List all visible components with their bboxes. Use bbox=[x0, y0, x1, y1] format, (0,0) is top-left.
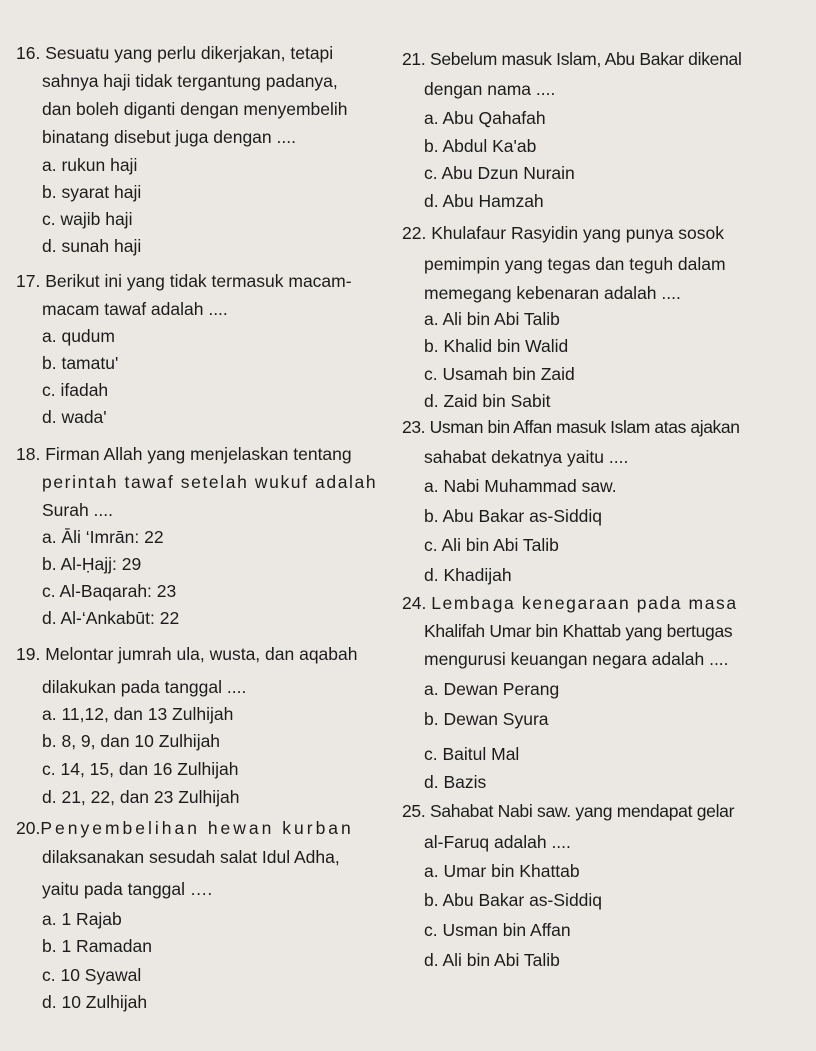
question-24-line-1: 24. Lembaga kenegaraan pada masa bbox=[402, 593, 738, 613]
question-25-line-1: 25. Sahabat Nabi saw. yang mendapat gelar bbox=[402, 801, 735, 821]
option-a: a. Ali bin Abi Talib bbox=[424, 309, 560, 329]
question-17-line-1: 17. Berikut ini yang tidak termasuk macam- bbox=[16, 271, 352, 291]
option-b: b. 8, 9, dan 10 Zulhijah bbox=[42, 731, 221, 751]
option-b: b. 1 Ramadan bbox=[42, 936, 152, 956]
option-c: c. ifadah bbox=[42, 380, 109, 400]
question-21-line-1: 21. Sebelum masuk Islam, Abu Bakar dikenal bbox=[402, 49, 742, 69]
option-b: b. Khalid bin Walid bbox=[424, 336, 569, 356]
question-23-line-2: sahabat dekatnya yaitu .... bbox=[424, 447, 629, 467]
option-b: b. Abu Bakar as-Siddiq bbox=[424, 890, 603, 910]
option-d: d. wada' bbox=[42, 407, 107, 427]
option-a: a. rukun haji bbox=[42, 155, 138, 175]
question-21-line-2: dengan nama .... bbox=[424, 79, 556, 99]
option-d: d. Al-‘Ankabūt: 22 bbox=[42, 608, 180, 628]
question-17-line-2: macam tawaf adalah .... bbox=[42, 299, 228, 319]
question-20-line-1: 20.Penyembelihan hewan kurban bbox=[16, 818, 354, 838]
option-c: c. Abu Dzun Nurain bbox=[424, 163, 575, 183]
option-d: d. Khadijah bbox=[424, 565, 512, 585]
question-number: 23. bbox=[402, 417, 426, 437]
option-a: a. Umar bin Khattab bbox=[424, 861, 580, 881]
question-number: 24. bbox=[402, 593, 427, 613]
option-a: a. 11,12, dan 13 Zulhijah bbox=[42, 704, 234, 724]
option-c: c. wajib haji bbox=[42, 209, 133, 229]
question-number: 22. bbox=[402, 223, 427, 243]
option-d: d. 10 Zulhijah bbox=[42, 992, 148, 1012]
option-d: d. Ali bin Abi Talib bbox=[424, 950, 560, 970]
option-a: a. Abu Qahafah bbox=[424, 108, 546, 128]
question-18-line-1: 18. Firman Allah yang menjelaskan tentang bbox=[16, 444, 352, 464]
question-number: 25. bbox=[402, 801, 426, 821]
option-c: c. Al-Baqarah: 23 bbox=[42, 581, 177, 601]
option-b: b. Abdul Ka'ab bbox=[424, 136, 537, 156]
option-c: c. Baitul Mal bbox=[424, 744, 520, 764]
question-number: 20. bbox=[16, 818, 41, 838]
question-24-line-2: Khalifah Umar bin Khattab yang bertugas bbox=[424, 621, 733, 641]
option-c: c. 10 Syawal bbox=[42, 965, 142, 985]
option-c: c. 14, 15, dan 16 Zulhijah bbox=[42, 759, 239, 779]
option-c: c. Usman bin Affan bbox=[424, 920, 571, 940]
option-b: b. tamatu' bbox=[42, 353, 119, 373]
question-number: 16. bbox=[16, 43, 41, 63]
question-19-line-1: 19. Melontar jumrah ula, wusta, dan aqabah bbox=[16, 644, 358, 664]
question-18-line-3: Surah .... bbox=[42, 500, 114, 520]
question-number: 17. bbox=[16, 271, 41, 291]
question-23-line-1: 23. Usman bin Affan masuk Islam atas ajakan bbox=[402, 417, 740, 437]
question-18-line-2: perintah tawaf setelah wukuf adalah bbox=[42, 472, 378, 492]
option-a: a. Dewan Perang bbox=[424, 679, 560, 699]
question-25-line-2: al-Faruq adalah .... bbox=[424, 832, 571, 852]
question-number: 19. bbox=[16, 644, 41, 664]
question-20-line-3: yaitu pada tanggal …. bbox=[42, 879, 213, 899]
question-16-line-1: 16. Sesuatu yang perlu dikerjakan, tetapi bbox=[16, 43, 334, 63]
option-d: d. sunah haji bbox=[42, 236, 142, 256]
option-a: a. qudum bbox=[42, 326, 115, 346]
option-a: a. 1 Rajab bbox=[42, 909, 122, 929]
question-16-line-4: binatang disebut juga dengan .... bbox=[42, 127, 296, 147]
question-16-line-3: dan boleh diganti dengan menyembelih bbox=[42, 99, 348, 119]
option-d: d. 21, 22, dan 23 Zulhijah bbox=[42, 787, 240, 807]
question-16-line-2: sahnya haji tidak tergantung padanya, bbox=[42, 71, 338, 91]
option-b: b. Dewan Syura bbox=[424, 709, 549, 729]
question-24-line-3: mengurusi keuangan negara adalah .... bbox=[424, 649, 729, 669]
question-19-line-2: dilakukan pada tanggal .... bbox=[42, 677, 247, 697]
option-c: c. Ali bin Abi Talib bbox=[424, 535, 559, 555]
option-d: d. Abu Hamzah bbox=[424, 191, 544, 211]
option-c: c. Usamah bin Zaid bbox=[424, 364, 575, 384]
option-d: d. Zaid bin Sabit bbox=[424, 391, 551, 411]
option-b: b. Abu Bakar as-Siddiq bbox=[424, 506, 603, 526]
option-a: a. Nabi Muhammad saw. bbox=[424, 476, 617, 496]
question-22-line-3: memegang kebenaran adalah .... bbox=[424, 283, 681, 303]
option-b: b. syarat haji bbox=[42, 182, 142, 202]
question-number: 18. bbox=[16, 444, 41, 464]
question-20-line-2: dilaksanakan sesudah salat Idul Adha, bbox=[42, 847, 340, 867]
option-a: a. Āli ‘Imrān: 22 bbox=[42, 527, 164, 547]
question-22-line-1: 22. Khulafaur Rasyidin yang punya sosok bbox=[402, 223, 725, 243]
question-22-line-2: pemimpin yang tegas dan teguh dalam bbox=[424, 254, 726, 274]
question-number: 21. bbox=[402, 49, 426, 69]
option-b: b. Al-Ḥajj: 29 bbox=[42, 554, 142, 574]
option-d: d. Bazis bbox=[424, 772, 487, 792]
